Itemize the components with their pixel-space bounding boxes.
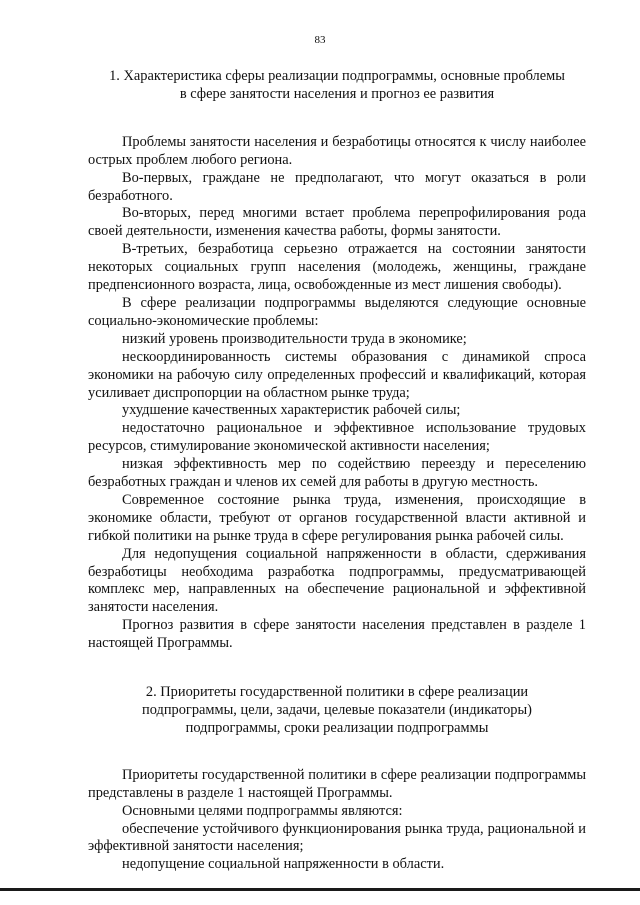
list-item: ухудшение качественных характеристик рабочей силы; — [122, 402, 461, 419]
section-2-heading-line: подпрограммы, сроки реализации подпрограммы — [185, 719, 489, 736]
list-item: недопущение социальной напряженности в области. — [122, 856, 445, 873]
paragraph: Приоритеты государственной политики в сфере реализации подпрограммы представлены в разделе 1 настоящей Программы. — [88, 766, 586, 801]
paragraph: В-третьих, безработица серьезно отражается на состоянии занятости некоторых социальных групп населения (молодежь, женщины, граждане предпенсионного возраста, лица, освобожденные из мест лишения свободы). — [88, 241, 586, 294]
section-2-heading-line: подпрограммы, цели, задачи, целевые показатели (индикаторы) — [142, 702, 532, 718]
section-1-heading — [88, 68, 586, 104]
section-1-heading-line: 1. Характеристика сферы реализации подпрограммы, основные проблемы — [109, 68, 565, 84]
list-item: обеспечение устойчивого функционирования рынка труда, рациональной и эффективной занятости населения; — [88, 820, 586, 855]
section-2-text — [88, 767, 586, 874]
list-item: недостаточно рациональное и эффективное использование трудовых ресурсов, стимулирование экономической активности населения; — [88, 420, 586, 455]
section-1-text — [88, 134, 586, 653]
paragraph: Основными целями подпрограммы являются: — [122, 802, 403, 819]
section-2-heading-line: 2. Приоритеты государственной политики в сфере реализации — [145, 684, 529, 701]
list-item: низкая эффективность мер по содействию переезду и переселению безработных граждан и членов их семей для работы в другую местность. — [88, 456, 586, 491]
section-2-heading — [88, 684, 586, 738]
paragraph: Во-вторых, перед многими встает проблема перепрофилирования рода своей деятельности, изменения качества работы, формы занятости. — [88, 205, 586, 240]
paragraph: Во-первых, граждане не предполагают, что могут оказаться в роли безработного. — [88, 169, 586, 204]
list-item: низкий уровень производительности труда в экономике; — [122, 330, 467, 347]
paragraph: Современное состояние рынка труда, изменения, происходящие в экономике области, требуют от органов государственной власти активной и гибкой политики на рынке труда в сфере регулирования рынка рабочей силы. — [88, 491, 586, 544]
page-number: 83 — [314, 34, 326, 46]
document-body — [88, 68, 586, 874]
paragraph: Прогноз развития в сфере занятости населения представлен в разделе 1 настоящей Программы. — [88, 617, 586, 652]
paragraph: Для недопущения социальной напряженности в области, сдерживания безработицы необходима разработка подпрограммы, предусматривающей комплекс мер, направленных на обеспечение рациональной и эффективной занятости населения. — [88, 545, 586, 616]
bottom-rule — [0, 888, 640, 891]
section-1-heading-line: в сфере занятости населения и прогноз ее развития — [179, 85, 495, 102]
list-item: нескоординированность системы образования с динамикой спроса экономики на рабочую силу определенных профессий и квалификаций, которая усиливает диспропорции на областном рынке труда; — [88, 348, 586, 401]
paragraph: Проблемы занятости населения и безработицы относятся к числу наиболее острых проблем любого региона. — [88, 133, 586, 168]
paragraph: В сфере реализации подпрограммы выделяются следующие основные социально-экономические проблемы: — [88, 294, 586, 329]
